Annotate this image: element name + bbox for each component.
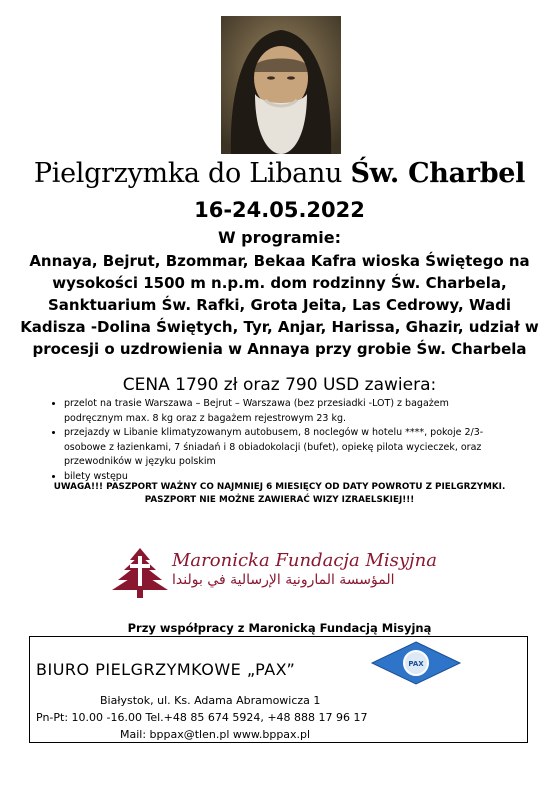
travel-office-box	[29, 636, 528, 743]
title-saint: Św. Charbel	[350, 158, 526, 189]
price-heading: CENA 1790 zł oraz 790 USD zawiera:	[122, 375, 437, 395]
office-hours-phone: Pn-Pt: 10.00 -16.00 Tel.+48 85 674 5924, +48 888 17 96 17	[36, 711, 368, 724]
pax-logo	[370, 640, 462, 686]
cedar-cross-icon	[110, 546, 170, 600]
pilgrimage-dates: 16-24.05.2022	[194, 198, 365, 222]
price-includes-list	[50, 397, 509, 484]
foundation-name: Maronicka Fundacja Misyjna	[172, 550, 437, 571]
list-item: • przelot na trasie Warszawa – Bejrut – Warszawa (bez przesiadki -LOT) z bagażem podręcznym max. 8 kg oraz z bagażem rejestrowym 23 kg.	[64, 397, 509, 426]
maronite-foundation-logo	[110, 546, 437, 600]
warning-line-1: UWAGA!!! PASZPORT WAŻNY CO NAJMNIEJ 6 MIESIĘCY OD DATY POWROTU Z PIELGRZYMKI.	[53, 482, 506, 492]
saint-charbel-portrait	[221, 16, 341, 154]
office-contact: Mail: bppax@tlen.pl www.bppax.pl	[120, 728, 311, 741]
office-address: Białystok, ul. Ks. Adama Abramowicza 1	[100, 694, 321, 707]
title-prefix: Pielgrzymka do Libanu	[33, 158, 351, 189]
list-item: • przejazdy w Libanie klimatyzowanym autobusem, 8 noclegów w hotelu ****, pokoje 2/3-osobowe z łazienkami, 7 śniadań i 8 obiadokolacji (bufet), opiekę pilota wycieczek, oraz przewodników w języku polskim	[64, 426, 509, 470]
program-description: Annaya, Bejrut, Bzommar, Bekaa Kafra wioska Świętego na wysokości 1500 m n.p.m. dom rodzinny Św. Charbela, Sanktuarium Św. Rafki, Grota Jeita, Las Cedrowy, Wadi Kadisza -Dolina Świętych, Tyr, Anjar, Harissa, Ghazir, udział w procesji o uzdrowienia w Annaya przy grobie Św. Charbela	[20, 252, 539, 358]
foundation-name-arabic: المؤسسة المارونية الإرسالية في بولندا	[172, 572, 395, 588]
cooperation-note: Przy współpracy z Maronicką Fundacją Misyjną	[127, 621, 432, 635]
program-heading: W programie:	[217, 228, 342, 247]
warning-line-2: PASZPORT NIE MOŻNE ZAWIERAĆ WIZY IZRAELSKIEJ!!!	[144, 494, 415, 505]
passport-warning	[20, 481, 539, 506]
list-item: • bilety wstępu	[64, 470, 509, 485]
pax-logo-text: PAX	[408, 660, 424, 668]
office-name: BIURO PIELGRZYMKOWE „PAX”	[36, 660, 296, 679]
page-title	[0, 158, 559, 189]
